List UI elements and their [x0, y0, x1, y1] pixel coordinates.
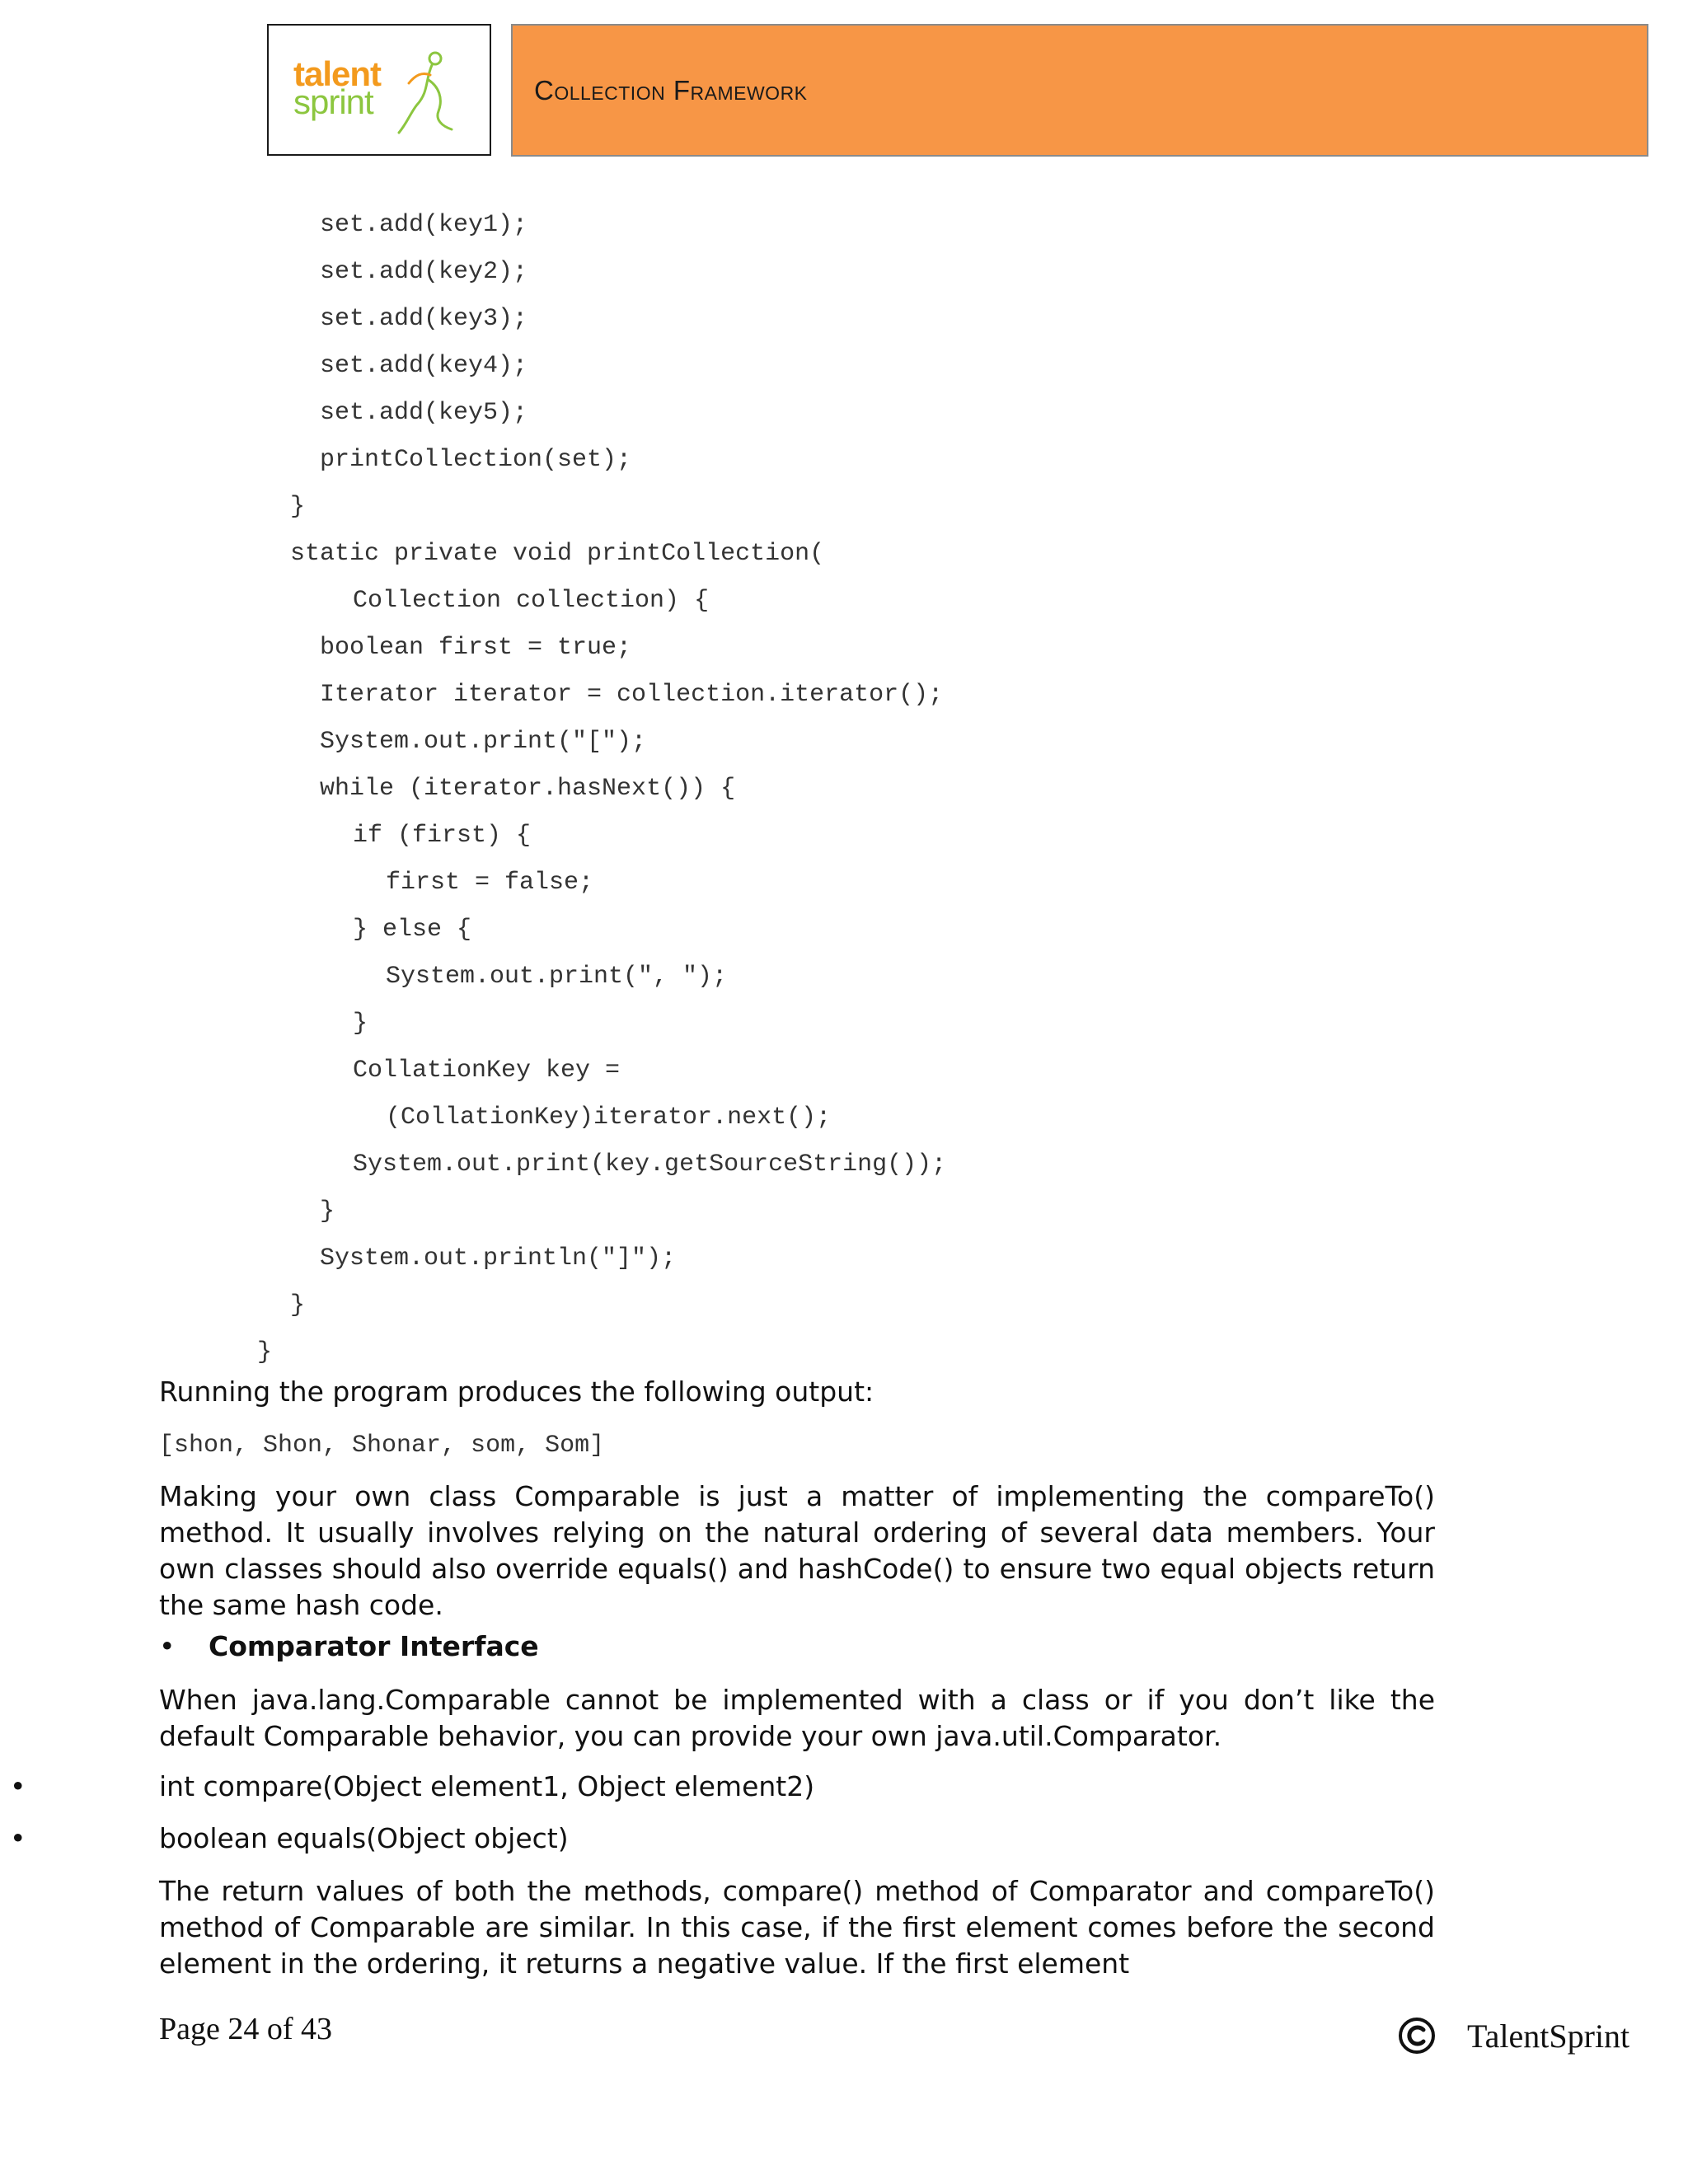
comparator-heading: Comparator Interface — [209, 1630, 539, 1662]
code-line: } — [320, 1197, 335, 1226]
logo-wordmark — [293, 54, 382, 122]
code-line: } — [290, 1291, 306, 1319]
copyright-holder: TalentSprint — [1467, 2018, 1630, 2055]
code-line: CollationKey key = — [353, 1057, 621, 1085]
code-line: System.out.print(key.getSourceString()); — [353, 1151, 947, 1179]
bullet-icon: • — [159, 1630, 176, 1662]
code-line: Collection collection) { — [353, 587, 710, 615]
method-signature: boolean equals(Object object) — [159, 1822, 569, 1854]
header-title-band — [511, 24, 1648, 157]
code-line: boolean first = true; — [320, 634, 632, 662]
code-line: } — [257, 1338, 273, 1366]
logo-runner-icon — [392, 47, 458, 138]
code-line: set.add(key3); — [320, 305, 528, 333]
code-line: } — [290, 493, 306, 521]
code-line: if (first) { — [353, 822, 532, 850]
header-title: Collection Framework — [534, 75, 808, 105]
code-line: set.add(key2); — [320, 258, 528, 286]
code-line: static private void printCollection( — [290, 540, 825, 568]
output-intro: Running the program produces the following output: — [159, 1376, 874, 1408]
copyright-icon — [1396, 2015, 1437, 2056]
code-line: } — [353, 1010, 368, 1038]
code-line: set.add(key4); — [320, 352, 528, 380]
return-values-paragraph: The return values of both the methods, compare() method of Comparator and compareTo() method of Comparable are similar. In this case, if the first element comes before the second element in the ordering, it returns a negative value. If the first element — [159, 1875, 1435, 1980]
page-number: Page 24 of 43 — [159, 2012, 333, 2046]
comparator-paragraph: When java.lang.Comparable cannot be implemented with a class or if you don’t like the default Comparable behavior, you can provide your own java.util.Comparator. — [159, 1684, 1435, 1752]
code-line: (CollationKey)iterator.next(); — [386, 1104, 832, 1132]
logo-word-talent: talent — [293, 54, 382, 93]
method-signature: int compare(Object element1, Object element2) — [159, 1770, 815, 1802]
logo-word-sprint: sprint — [293, 82, 373, 122]
code-line: set.add(key1); — [320, 211, 528, 239]
company-logo — [267, 24, 491, 156]
code-line: Iterator iterator = collection.iterator(); — [320, 681, 944, 709]
program-output: [shon, Shon, Shonar, som, Som] — [159, 1432, 605, 1460]
code-line: } else { — [353, 916, 472, 944]
code-line: System.out.print(", "); — [386, 963, 728, 991]
comparable-paragraph: Making your own class Comparable is just a matter of implementing the compareTo() method. It usually involves relying on the natural ordering of several data members. Your own classes should also override equals() and hashCode() to ensure two equal objects return the same hash code. — [159, 1480, 1435, 1621]
code-line: System.out.print("["); — [320, 728, 647, 756]
code-line: printCollection(set); — [320, 446, 632, 474]
bullet-icon: • — [10, 1770, 26, 1802]
code-line: while (iterator.hasNext()) { — [320, 775, 736, 803]
bullet-icon: • — [10, 1822, 26, 1854]
code-line: System.out.println("]"); — [320, 1244, 677, 1272]
code-line: set.add(key5); — [320, 399, 528, 427]
code-line: first = false; — [386, 869, 594, 897]
